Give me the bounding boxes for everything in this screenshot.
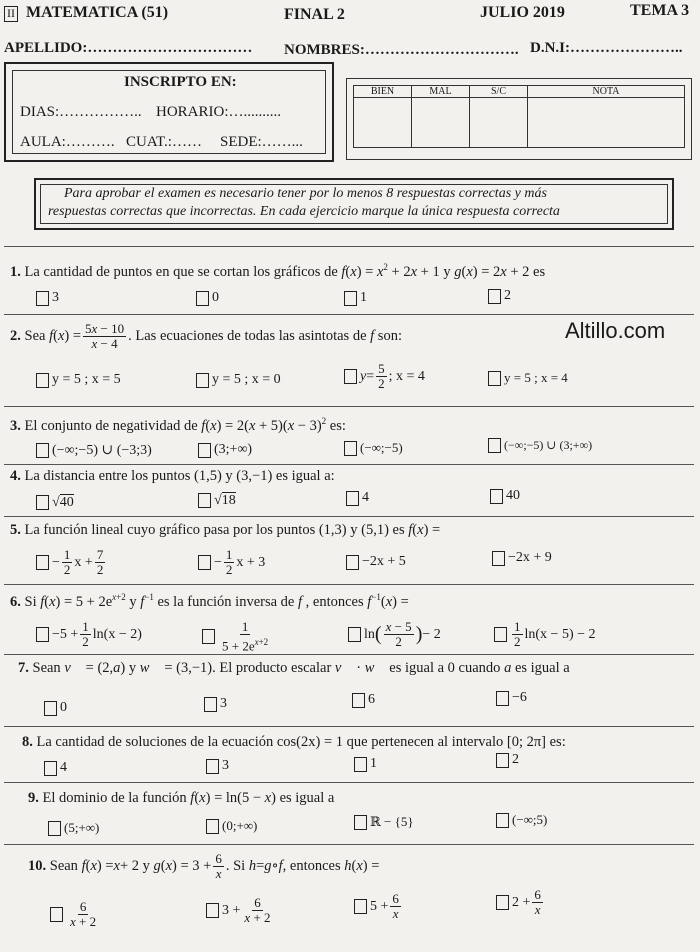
checkbox[interactable] [44, 701, 57, 716]
checkbox[interactable] [344, 441, 357, 456]
aula-field[interactable]: AULA:………. [20, 134, 115, 150]
q1-option-b[interactable] [196, 290, 219, 306]
q3-option-b-label: (3;+∞) [214, 442, 253, 457]
q10-option-b[interactable]: 3 + $\frac{6}{x + 2}$ [206, 896, 275, 925]
grade-table [353, 85, 685, 148]
grade-header-bien: BIEN [354, 86, 412, 98]
q7-option-b-label: 3 [220, 696, 227, 711]
q6-tail: es la función inversa de [157, 593, 295, 610]
checkbox[interactable] [344, 291, 357, 306]
grade-header-nota: NOTA [528, 86, 685, 98]
q7-option-a[interactable] [44, 700, 67, 716]
checkbox[interactable] [488, 371, 501, 386]
q2-tail: . Las ecuaciones de todas las asintotas de [128, 328, 367, 344]
question-8 [22, 734, 566, 751]
q1-tail: es [533, 263, 546, 280]
sede-field[interactable]: SEDE:……... [220, 134, 303, 150]
q3-option-d-label: (−∞;−5) ∪ (3;+∞) [504, 438, 593, 452]
q9-option-c[interactable] [354, 814, 414, 830]
q3-option-d[interactable] [488, 438, 592, 453]
q6-option-a[interactable]: −5 + $\frac{1}{2}$ ln(x − 2) [36, 620, 142, 649]
q3-option-b[interactable] [198, 442, 252, 458]
checkbox[interactable] [496, 753, 509, 768]
grade-cell-bien[interactable] [354, 98, 412, 148]
q2-text: Sea [24, 328, 46, 344]
exam-name: FINAL 2 [284, 6, 345, 23]
q9-number: 9. [28, 790, 39, 806]
q7-tail2: es igual a 0 cuando [389, 660, 501, 676]
checkbox[interactable] [198, 555, 211, 570]
q9-tail: es igual a [279, 790, 335, 806]
q1-option-d[interactable] [488, 288, 511, 304]
q2-option-d-label: y = 5 ; x = 4 [504, 370, 568, 385]
question-10: 10. Sean f ( x ) = x + 2 y g ( x ) = 3 + $\frac{6}{x}$ . Si h = g ∘ f , entonces h ( x ) = [28, 851, 380, 881]
q7-text: Sean [32, 660, 61, 676]
q3-text: El conjunto de negatividad de [24, 417, 198, 434]
q6-option-c[interactable]: ln ( $\frac{x - 5}{2}$ ) − 2 [348, 620, 441, 649]
q4-option-d-label: 40 [506, 488, 520, 503]
instructions-line-2: respuestas correctas que incorrectas. En cada ejercicio marque la única respuesta correcta [48, 204, 560, 219]
question-4 [10, 468, 335, 485]
q10-option-d-label: 2 + [512, 894, 531, 910]
checkbox[interactable] [346, 491, 359, 506]
checkbox[interactable] [352, 693, 365, 708]
q8-text: La cantidad de soluciones de la ecuación cos(2x) = 1 que pertenecen al intervalo [0; 2π] es: [36, 734, 566, 750]
grade-cell-sc[interactable] [470, 98, 528, 148]
q6-text: Si [24, 593, 37, 610]
q9-option-b[interactable] [206, 818, 257, 834]
q2-option-a[interactable] [36, 372, 121, 388]
q5-option-c-label: −2x + 5 [362, 554, 406, 569]
grade-cell-nota[interactable] [528, 98, 685, 148]
exam-date: JULIO 2019 [480, 4, 565, 21]
q10-tail: . Si [225, 858, 246, 874]
question-6: 6. Si $f(x) = 5 + 2e^{x+2}$ y $f^{-1}$ es la función inversa de f , entonces $f^{-1}(x)$ = [10, 592, 409, 610]
q5-option-a-label: x + [74, 554, 93, 570]
q10-option-c-label: 5 + [370, 898, 389, 914]
apellido-field[interactable]: APELLIDO:…………………………… [4, 40, 253, 56]
checkbox[interactable] [494, 627, 507, 642]
q7-option-b[interactable] [204, 696, 227, 712]
inscripto-title: INSCRIPTO EN: [124, 74, 237, 90]
q5-option-d-label: −2x + 9 [508, 550, 552, 565]
checkbox[interactable] [490, 489, 503, 504]
grade-cell-mal[interactable] [412, 98, 470, 148]
q3-option-a[interactable] [36, 442, 152, 459]
nombres-field[interactable]: NOMBRES:…………………………. [284, 42, 519, 58]
q1-option-c[interactable] [344, 290, 367, 306]
q7-option-c[interactable] [352, 692, 375, 708]
sqrt-icon: √ [214, 492, 222, 508]
question-9: 9. El dominio de la función f(x) = ln(5 − x) es igual a [28, 790, 335, 806]
q5-option-c[interactable] [346, 554, 406, 570]
checkbox[interactable] [344, 369, 357, 384]
grade-header-sc: S/C [470, 86, 528, 98]
q7-option-d[interactable] [496, 690, 527, 706]
q10-text: Sean [49, 858, 78, 874]
q3-option-c[interactable] [344, 440, 403, 456]
dias-field[interactable]: DIAS:…………….. [20, 104, 142, 120]
q8-option-b-label: 3 [222, 758, 229, 773]
question-3: 3. El conjunto de negatividad de $f(x) = 2(x + 5)(x - 3)^2$ es: [10, 416, 346, 434]
instructions-line-1: Para aprobar el examen es necesario tener por lo menos 8 respuestas correctas y más [64, 186, 547, 201]
q1-option-a[interactable] [36, 290, 59, 306]
checkbox[interactable] [206, 819, 219, 834]
checkbox[interactable] [346, 555, 359, 570]
q3-option-a-label: (−∞;−5) ∪ (−3;3) [52, 443, 152, 458]
checkbox[interactable] [196, 291, 209, 306]
question-1: 1. La cantidad de puntos en que se cortan los gráficos de $f(x) = x^2 + 2x + 1$ y g(x) = 2x + 2 es [10, 262, 546, 280]
q1-option-d-label: 2 [504, 288, 511, 303]
q4-option-a[interactable] [36, 494, 74, 511]
q7-option-d-label: −6 [512, 690, 527, 705]
checkbox[interactable] [496, 895, 509, 910]
grade-box [346, 78, 692, 160]
q4-option-c[interactable] [346, 490, 369, 506]
q10-number: 10. [28, 858, 47, 874]
watermark-text: Altillo.com [565, 318, 666, 343]
question-2: 2. Sea f ( x ) = $\frac{5x - 10}{x - 4}$ . Las ecuaciones de todas las asintotas de f son: [10, 321, 402, 351]
q8-option-a[interactable] [44, 760, 67, 776]
q8-option-a-label: 4 [60, 760, 67, 775]
q9-option-a-label: (5;+∞) [64, 820, 100, 835]
q2-option-d[interactable] [488, 370, 568, 386]
q6-option-a-label-2: ln(x − 2) [92, 626, 142, 642]
q9-option-a[interactable] [48, 820, 99, 836]
q3-number: 3. [10, 417, 21, 434]
q6-tail2: , entonces [305, 593, 364, 610]
checkbox[interactable] [36, 373, 49, 388]
checkbox[interactable] [206, 759, 219, 774]
q4-option-a-label: 40 [59, 495, 74, 510]
q9-option-d[interactable] [496, 812, 547, 828]
q5-option-b-label: x + 3 [236, 554, 266, 570]
checkbox[interactable] [36, 443, 49, 458]
q6-number: 6. [10, 593, 21, 610]
exam-tema: TEMA 3 [630, 2, 690, 19]
q7-tail: . El producto escalar [212, 660, 332, 676]
checkbox[interactable] [354, 899, 367, 914]
q6-option-b[interactable]: $\frac{1}{5 + 2e^{x+2}}$ [202, 620, 272, 653]
q7-number: 7. [18, 660, 29, 676]
checkbox[interactable] [36, 555, 49, 570]
q4-option-d[interactable] [490, 488, 520, 504]
q9-text: El dominio de la función [42, 790, 187, 806]
checkbox[interactable] [488, 438, 501, 453]
q7-tail3: es igual a [514, 660, 570, 676]
q2-option-b[interactable] [196, 372, 281, 388]
q4-option-c-label: 4 [362, 490, 369, 505]
q5-number: 5. [10, 522, 21, 538]
checkbox[interactable] [44, 761, 57, 776]
q3-tail: es: [329, 417, 346, 434]
checkbox[interactable] [198, 443, 211, 458]
q2-option-a-label: y = 5 ; x = 5 [52, 372, 121, 387]
checkbox[interactable] [202, 629, 215, 644]
checkbox[interactable] [204, 697, 217, 712]
q2-tail2: son: [377, 328, 402, 344]
q10-option-c[interactable]: 5 + $\frac{6}{x}$ [354, 892, 403, 921]
q7-option-c-label: 6 [368, 692, 375, 707]
checkbox[interactable] [36, 495, 49, 510]
checkbox[interactable] [496, 691, 509, 706]
q10-option-a[interactable]: $\frac{6}{x + 2}$ [50, 900, 100, 929]
q1-option-a-label: 3 [52, 290, 59, 305]
grade-header-mal: MAL [412, 86, 470, 98]
instructions-box [34, 178, 674, 230]
horario-field[interactable]: HORARIO:….......... [156, 104, 282, 120]
q3-option-c-label: (−∞;−5) [360, 440, 403, 455]
q8-option-d[interactable] [496, 752, 519, 768]
q9-option-c-label: ℝ − {5} [370, 814, 414, 829]
checkbox[interactable] [50, 907, 63, 922]
checkbox[interactable] [354, 815, 367, 830]
q6-option-c-label: ln [364, 626, 375, 642]
q6-option-d[interactable]: $\frac{1}{2}$ ln(x − 5) − 2 [494, 620, 596, 649]
checkbox[interactable] [354, 757, 367, 772]
exam-code [4, 4, 18, 22]
cuat-field[interactable]: CUAT.:…… [126, 134, 202, 150]
q2-option-b-label: y = 5 ; x = 0 [212, 372, 281, 387]
q1-number: 1. [10, 263, 21, 280]
q10-option-b-label: 3 + [222, 902, 241, 918]
q2-option-c[interactable]: y = $\frac{5}{2}$ ; x = 4 [344, 362, 425, 391]
q6-option-d-label: ln(x − 5) − 2 [524, 626, 596, 642]
q7-option-a-label: 0 [60, 700, 67, 715]
checkbox[interactable] [496, 813, 509, 828]
question-7: 7. Sean v⃗ = (2,a) y w⃗ = (3,−1). El producto escalar v⃗ · w⃗ es igual a 0 cuando a es igual a [18, 660, 570, 676]
question-5: 5. La función lineal cuyo gráfico pasa por los puntos (1,3) y (5,1) es f(x) = [10, 522, 441, 538]
q6-option-a-label: −5 + [52, 626, 79, 642]
q9-option-d-label: (−∞;5) [512, 812, 548, 827]
checkbox[interactable] [206, 903, 219, 918]
checkbox[interactable] [488, 289, 501, 304]
q5-option-d[interactable] [492, 550, 552, 566]
inscripto-box [4, 62, 334, 162]
q4-option-b-label: 18 [221, 493, 236, 508]
q8-option-c[interactable] [354, 756, 377, 772]
q2-option-c-label: ; x = 4 [388, 368, 425, 384]
q5-option-a[interactable]: − $\frac{1}{2}$ x + $\frac{7}{2}$ [36, 548, 107, 577]
q4-text: La distancia entre los puntos (1,5) y (3,−1) es igual a: [24, 468, 335, 484]
dni-field[interactable]: D.N.I:………………….. [530, 40, 683, 56]
checkbox[interactable] [348, 627, 361, 642]
checkbox[interactable] [196, 373, 209, 388]
q10-tail2: , entonces [282, 858, 341, 874]
q4-number: 4. [10, 468, 21, 484]
q1-text: La cantidad de puntos en que se cortan los gráficos de [24, 263, 338, 280]
q8-option-d-label: 2 [512, 752, 519, 767]
checkbox[interactable] [36, 291, 49, 306]
q9-option-b-label: (0;+∞) [222, 818, 258, 833]
q1-option-b-label: 0 [212, 290, 219, 305]
q4-option-b[interactable] [198, 492, 236, 509]
q2-number: 2. [10, 328, 21, 344]
checkbox[interactable] [198, 493, 211, 508]
subject-title: MATEMATICA (51) [26, 4, 169, 21]
q1-option-c-label: 1 [360, 290, 367, 305]
checkbox[interactable] [36, 627, 49, 642]
q10-option-d[interactable]: 2 + $\frac{6}{x}$ [496, 888, 545, 917]
checkbox[interactable] [492, 551, 505, 566]
q6-option-c-label-2: − 2 [422, 626, 441, 642]
q8-option-c-label: 1 [370, 756, 377, 771]
sqrt-icon: √ [52, 494, 60, 510]
q8-number: 8. [22, 734, 33, 750]
q8-option-b[interactable] [206, 758, 229, 774]
checkbox[interactable] [48, 821, 61, 836]
roman-numeral-box: II [4, 6, 18, 22]
q5-option-b[interactable]: − $\frac{1}{2}$ x + 3 [198, 548, 265, 577]
q5-text: La función lineal cuyo gráfico pasa por los puntos (1,3) y (5,1) es [24, 522, 405, 538]
